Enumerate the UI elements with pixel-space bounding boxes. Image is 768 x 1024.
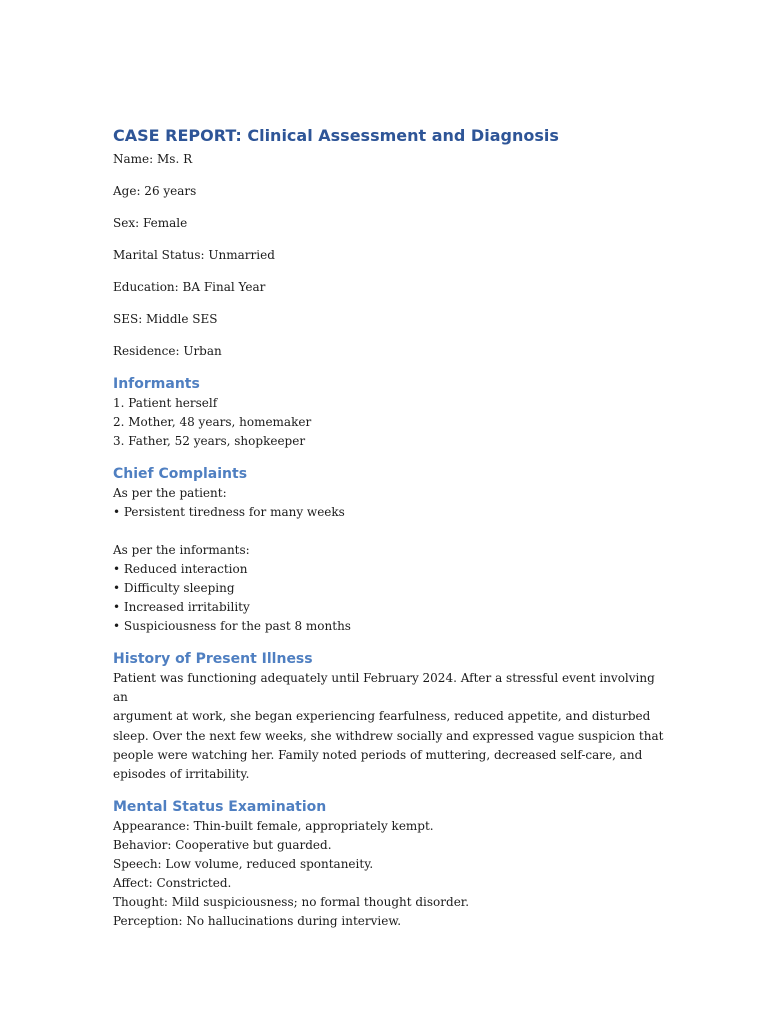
field-education: Education: BA Final Year	[113, 280, 266, 294]
list-item: • Reduced interaction	[113, 562, 248, 576]
field-age: Age: 26 years	[113, 184, 197, 198]
mse-affect: Affect: Constricted.	[113, 876, 232, 891]
list-item: • Increased irritability	[113, 600, 250, 614]
informants-intro: As per the informants:	[113, 543, 250, 557]
list-item: • Difficulty sleeping	[113, 581, 235, 595]
list-item: 2. Mother, 48 years, homemaker	[113, 415, 312, 429]
mse-behavior: Behavior: Cooperative but guarded.	[113, 838, 332, 853]
field-marital-status: Marital Status: Unmarried	[113, 248, 275, 262]
history-paragraph	[113, 669, 673, 784]
paragraph-line: sleep. Over the next few weeks, she withdrew socially and expressed vague suspicion that	[113, 728, 664, 743]
patient-intro: As per the patient:	[113, 486, 227, 500]
document-title: CASE REPORT: Clinical Assessment and Diagnosis	[113, 126, 559, 145]
paragraph-line: argument at work, she began experiencing fearfulness, reduced appetite, and disturbed	[113, 709, 651, 724]
field-name: Name: Ms. R	[113, 152, 193, 166]
chief-complaints-heading: Chief Complaints	[113, 466, 248, 482]
informants-list	[113, 394, 673, 451]
mse-heading: Mental Status Examination	[113, 799, 327, 816]
list-item: • Suspiciousness for the past 8 months	[113, 619, 351, 633]
mse-perception: Perception: No hallucinations during interview.	[113, 914, 402, 929]
list-item: 3. Father, 52 years, shopkeeper	[113, 434, 306, 448]
mse-thought: Thought: Mild suspiciousness; no formal thought disorder.	[113, 895, 470, 910]
paragraph-line: people were watching her. Family noted periods of muttering, decreased self-care, and	[113, 747, 643, 762]
chief-complaints-body	[113, 484, 673, 636]
mse-appearance: Appearance: Thin-built female, appropriately kempt.	[113, 819, 434, 834]
list-item: 1. Patient herself	[113, 396, 218, 410]
paragraph-line: Patient was functioning adequately until February 2024. After a stressful event involving an	[113, 671, 655, 705]
list-item: • Persistent tiredness for many weeks	[113, 505, 345, 519]
field-sex: Sex: Female	[113, 216, 188, 230]
paragraph-line: episodes of irritability.	[113, 767, 250, 782]
field-ses: SES: Middle SES	[113, 312, 218, 326]
mse-speech: Speech: Low volume, reduced spontaneity.	[113, 857, 374, 872]
demographics	[113, 150, 673, 361]
history-heading: History of Present Illness	[113, 651, 313, 667]
informants-heading: Informants	[113, 376, 200, 392]
field-residence: Residence: Urban	[113, 344, 222, 358]
mse-list	[113, 817, 673, 931]
document-content	[113, 125, 673, 931]
